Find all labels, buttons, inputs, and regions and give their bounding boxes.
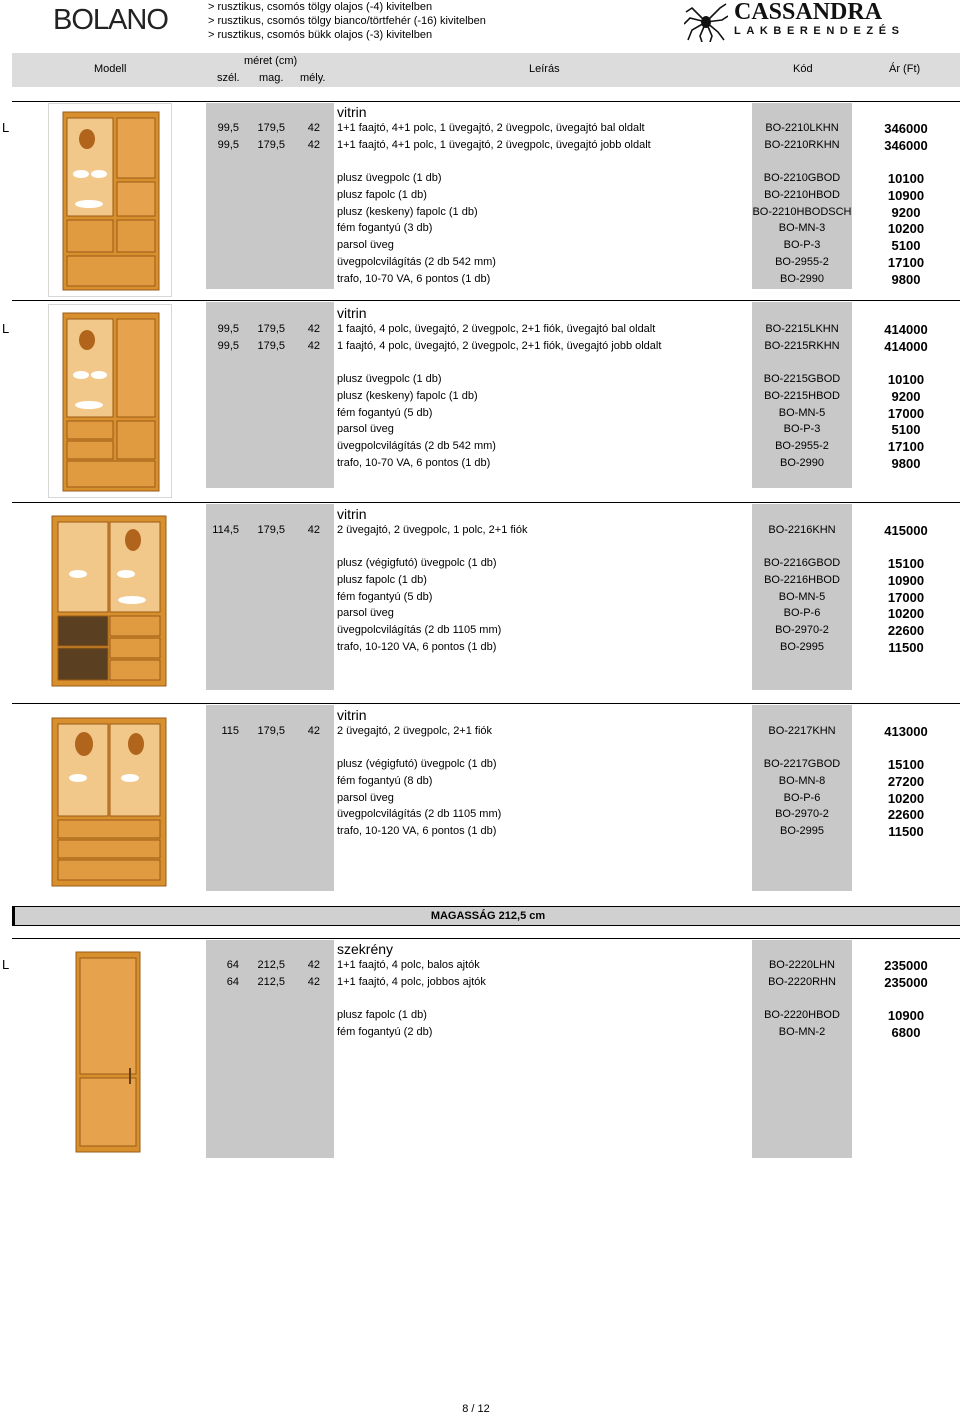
- accessory-price: 15100: [887, 757, 925, 772]
- accessory-price: 11500: [888, 824, 924, 840]
- accessory-code: BO-2990: [779, 457, 825, 469]
- height-value: 179,5: [257, 122, 285, 134]
- accessory-price: 22600: [887, 807, 925, 823]
- product-image: [72, 950, 144, 1156]
- accessory-code: BO-2955-2: [775, 256, 829, 268]
- page-number: 8 / 12: [462, 1403, 490, 1415]
- product-title: vitrin: [337, 506, 367, 522]
- cassandra-logo: [684, 2, 924, 42]
- accessory-description: plusz (keskeny) fapolc (1 db): [337, 205, 478, 218]
- accessory-price: 10200: [887, 790, 925, 806]
- accessory-code: BO-2995: [779, 641, 825, 653]
- col-height: mag.: [259, 72, 284, 84]
- cabinet-illustration: [48, 512, 170, 690]
- height-value: 179,5: [257, 323, 285, 335]
- product-title: vitrin: [337, 104, 367, 120]
- accessory-price: 6800: [891, 1024, 921, 1040]
- accessory-description: parsol üveg: [337, 791, 394, 804]
- accessory-description: plusz fapolc (1 db): [337, 573, 427, 586]
- accessory-description: fém fogantyú (3 db): [337, 222, 433, 235]
- width-value: 99,5: [217, 139, 239, 151]
- height-value: 212,5: [257, 959, 285, 971]
- col-size: méret (cm): [244, 55, 298, 67]
- accessory-price: 9800: [891, 271, 921, 287]
- accessory-description: trafo, 10-120 VA, 6 pontos (1 db): [337, 641, 497, 653]
- price: 235000: [884, 958, 928, 973]
- product-title: szekrény: [337, 941, 394, 957]
- accessory-price: 9200: [891, 204, 921, 220]
- product-title: vitrin: [337, 305, 367, 321]
- accessory-description: üvegpolcvilágítás (2 db 1105 mm): [337, 624, 502, 637]
- accessory-description: parsol üveg: [337, 423, 394, 436]
- accessory-description: trafo, 10-70 VA, 6 pontos (1 db): [337, 457, 491, 469]
- depth-value: 42: [307, 524, 320, 536]
- col-model: Modell: [94, 63, 127, 75]
- accessory-code: BO-P-6: [783, 607, 821, 620]
- accessory-code: BO-2955-2: [775, 440, 829, 453]
- price: 346000: [884, 121, 928, 136]
- product-code: BO-2220LHN: [768, 959, 836, 971]
- variant-item: > rusztikus, csomós tölgy olajos (-4) kivitelben: [208, 1, 433, 13]
- accessory-code: BO-2970-2: [775, 808, 829, 821]
- col-price: Ár (Ft): [889, 63, 921, 75]
- product-code: BO-2217KHN: [768, 725, 836, 737]
- logo-name: CASSANDRA: [734, 0, 883, 25]
- accessory-description: plusz fapolc (1 db): [337, 1009, 427, 1021]
- col-width: szél.: [217, 72, 240, 84]
- accessory-code: BO-MN-3: [778, 222, 826, 235]
- cabinet-illustration: [48, 714, 170, 890]
- code-column-bg: [752, 940, 852, 1158]
- dimension-column-bg: [206, 940, 334, 1158]
- price: 413000: [884, 724, 928, 739]
- height-value: 212,5: [257, 976, 285, 988]
- product-code: BO-2220RHN: [768, 976, 836, 988]
- cabinet-illustration: [72, 950, 144, 1156]
- accessory-description: fém fogantyú (2 db): [337, 1025, 433, 1038]
- accessory-code: BO-2216HBOD: [764, 573, 840, 586]
- accessory-price: 9800: [891, 456, 921, 471]
- depth-value: 42: [307, 725, 320, 737]
- description: 2 üvegajtó, 2 üvegpolc, 2+1 fiók: [337, 725, 493, 737]
- accessory-description: üvegpolcvilágítás (2 db 1105 mm): [337, 808, 502, 821]
- accessory-description: parsol üveg: [337, 607, 394, 620]
- accessory-description: üvegpolcvilágítás (2 db 542 mm): [337, 256, 496, 268]
- divider: [12, 502, 960, 503]
- product-title: vitrin: [337, 707, 367, 723]
- product-code: BO-2216KHN: [768, 524, 836, 536]
- accessory-description: plusz (végigfutó) üvegpolc (1 db): [337, 758, 497, 770]
- accessory-description: trafo, 10-70 VA, 6 pontos (1 db): [337, 272, 491, 285]
- accessory-description: plusz üvegpolc (1 db): [337, 373, 442, 385]
- accessory-description: fém fogantyú (5 db): [337, 406, 433, 419]
- accessory-code: BO-2215GBOD: [763, 373, 841, 385]
- product-image: [48, 512, 170, 690]
- description: 1+1 faajtó, 4 polc, jobbos ajtók: [337, 976, 486, 988]
- product-marker: L: [2, 957, 10, 972]
- height-value: 179,5: [257, 340, 285, 352]
- variant-list: [208, 0, 486, 42]
- description: 1 faajtó, 4 polc, üvegajtó, 2 üvegpolc, 2+1 fiók, üvegajtó jobb oldalt: [337, 340, 662, 352]
- accessory-description: trafo, 10-120 VA, 6 pontos (1 db): [337, 825, 497, 838]
- variant-item: > rusztikus, csomós bükk olajos (-3) kivitelben: [208, 29, 433, 41]
- accessory-price: 5100: [891, 422, 921, 438]
- accessory-code: BO-MN-5: [778, 406, 826, 419]
- accessory-price: 10200: [887, 606, 925, 622]
- accessory-code: BO-MN-5: [778, 590, 826, 603]
- depth-value: 42: [307, 959, 320, 971]
- accessory-description: plusz üvegpolc (1 db): [337, 172, 442, 184]
- accessory-description: plusz (keskeny) fapolc (1 db): [337, 389, 478, 402]
- accessory-description: plusz fapolc (1 db): [337, 188, 427, 201]
- height-value: 179,5: [257, 139, 285, 151]
- table-header: [12, 53, 960, 87]
- accessory-description: fém fogantyú (5 db): [337, 590, 433, 603]
- depth-value: 42: [307, 340, 320, 352]
- accessory-code: BO-2217GBOD: [763, 758, 841, 770]
- accessory-price: 5100: [891, 238, 921, 254]
- width-value: 64: [226, 976, 239, 988]
- accessory-price: 10900: [887, 187, 925, 203]
- accessory-description: üvegpolcvilágítás (2 db 542 mm): [337, 440, 496, 453]
- accessory-price: 10100: [887, 171, 925, 186]
- accessory-code: BO-MN-8: [778, 774, 826, 787]
- width-value: 99,5: [217, 323, 239, 335]
- brand-name: BOLANO: [53, 4, 168, 36]
- description: 1+1 faajtó, 4+1 polc, 1 üvegajtó, 2 üvegpolc, üvegajtó jobb oldalt: [337, 139, 651, 151]
- description: 1+1 faajtó, 4+1 polc, 1 üvegajtó, 2 üvegpolc, üvegajtó bal oldalt: [337, 122, 645, 134]
- price: 414000: [884, 339, 928, 354]
- price: 235000: [884, 975, 928, 990]
- accessory-price: 10200: [887, 221, 925, 237]
- width-value: 99,5: [217, 122, 239, 134]
- width-value: 99,5: [217, 340, 239, 352]
- col-depth: mély.: [300, 72, 326, 84]
- accessory-code: BO-2216GBOD: [763, 557, 841, 569]
- accessory-code: BO-2220HBOD: [764, 1009, 840, 1021]
- accessory-description: fém fogantyú (8 db): [337, 774, 433, 787]
- accessory-price: 10900: [887, 572, 925, 588]
- divider: [12, 300, 960, 301]
- accessory-code: BO-P-3: [783, 423, 821, 436]
- product-image: [48, 714, 170, 890]
- divider: [12, 101, 960, 102]
- product-code: BO-2215RKHN: [764, 340, 840, 352]
- accessory-price: 10100: [887, 372, 925, 387]
- accessory-description: plusz (végigfutó) üvegpolc (1 db): [337, 557, 497, 569]
- accessory-description: parsol üveg: [337, 239, 394, 252]
- accessory-price: 17100: [887, 255, 925, 270]
- col-description: Leírás: [529, 63, 560, 75]
- accessory-price: 10900: [887, 1008, 925, 1023]
- accessory-price: 17100: [887, 439, 925, 455]
- width-value: 115: [221, 725, 239, 737]
- price: 415000: [884, 523, 928, 538]
- col-code: Kód: [793, 63, 813, 75]
- accessory-price: 11500: [888, 640, 924, 655]
- accessory-price: 15100: [887, 556, 925, 571]
- product-code: BO-2215LKHN: [765, 323, 839, 335]
- section-label: MAGASSÁG 212,5 cm: [430, 910, 546, 922]
- product-marker: L: [2, 321, 10, 336]
- variant-item: > rusztikus, csomós tölgy bianco/törtfehér (-16) kivitelben: [208, 15, 486, 27]
- description: 1+1 faajtó, 4 polc, balos ajtók: [337, 959, 480, 971]
- accessory-code: BO-2210GBOD: [763, 172, 841, 184]
- price: 414000: [884, 322, 928, 337]
- accessory-code: BO-P-3: [783, 239, 821, 252]
- cabinet-illustration: [49, 104, 171, 296]
- accessory-price: 9200: [891, 388, 921, 404]
- accessory-price: 27200: [887, 773, 925, 789]
- accessory-code: BO-2215HBOD: [764, 389, 840, 402]
- accessory-price: 17000: [887, 589, 925, 605]
- product-image: [48, 103, 172, 297]
- accessory-code: BO-2995: [779, 825, 825, 838]
- cabinet-illustration: [49, 305, 171, 497]
- accessory-code: BO-2990: [779, 272, 825, 285]
- description: 1 faajtó, 4 polc, üvegajtó, 2 üvegpolc, 2+1 fiók, üvegajtó bal oldalt: [337, 323, 656, 335]
- accessory-code: BO-2210HBODSCH: [752, 205, 852, 218]
- depth-value: 42: [307, 122, 320, 134]
- product-code: BO-2210RKHN: [764, 139, 840, 151]
- logo-subtitle: LAKBERENDEZÉS: [734, 25, 905, 37]
- height-section-bar: [12, 906, 960, 926]
- product-code: BO-2210LKHN: [765, 122, 839, 134]
- depth-value: 42: [307, 139, 320, 151]
- width-value: 64: [226, 959, 239, 971]
- depth-value: 42: [307, 323, 320, 335]
- depth-value: 42: [307, 976, 320, 988]
- divider: [12, 938, 960, 939]
- price: 346000: [884, 138, 928, 153]
- accessory-code: BO-2970-2: [775, 624, 829, 637]
- product-image: [48, 304, 172, 498]
- width-value: 114,5: [212, 524, 239, 536]
- height-value: 179,5: [257, 725, 285, 737]
- product-marker: L: [2, 120, 10, 135]
- spider-icon: [684, 2, 728, 42]
- height-value: 179,5: [257, 524, 285, 536]
- accessory-code: BO-2210HBOD: [764, 188, 840, 201]
- description: 2 üvegajtó, 2 üvegpolc, 1 polc, 2+1 fiók: [337, 524, 528, 536]
- divider: [12, 703, 960, 704]
- accessory-code: BO-P-6: [783, 791, 821, 804]
- accessory-code: BO-MN-2: [778, 1025, 826, 1038]
- accessory-price: 22600: [887, 623, 925, 639]
- accessory-price: 17000: [887, 405, 925, 421]
